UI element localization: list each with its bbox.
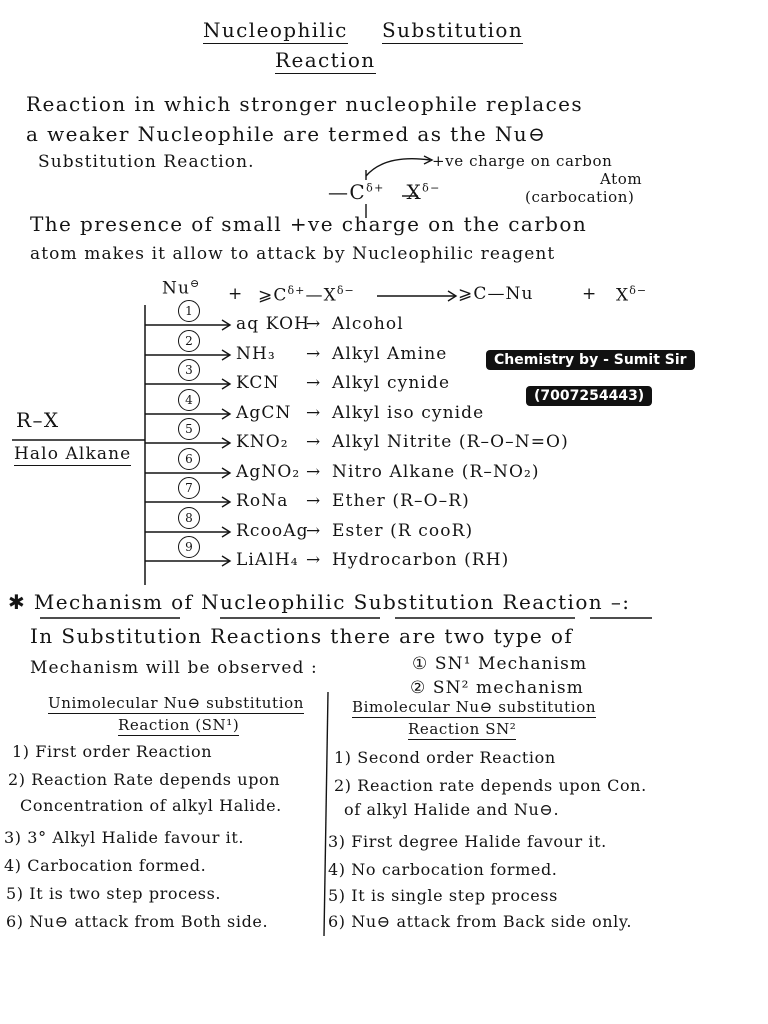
product-name: Hydrocarbon (RH): [332, 550, 510, 570]
product-name: Alkyl iso cynide: [332, 402, 485, 423]
reagent-number: 5: [178, 418, 200, 440]
reactant-delta-minus: δ−: [336, 284, 355, 297]
comparison-point: 3) 3° Alkyl Halide favour it.: [4, 828, 245, 847]
comparison-point: 1) First order Reaction: [12, 742, 213, 761]
presence-line-2: atom makes it allow to attack by Nucleophilic reagent: [30, 244, 556, 264]
yields-arrow-icon: →: [306, 520, 322, 541]
sn2-heading-2: Reaction SN²: [408, 720, 517, 738]
reagent-name: KNO₂: [236, 432, 289, 452]
carbocation-annotation: (carbocation): [525, 188, 635, 206]
product-delta-minus: δ−: [629, 284, 648, 297]
rx-label: R–X: [16, 408, 60, 432]
comparison-point: 4) No carbocation formed.: [328, 860, 558, 879]
comparison-point: 2) Reaction Rate depends upon: [8, 770, 281, 789]
yields-arrow-icon: →: [306, 461, 322, 482]
reagent-name: RcooAg: [236, 520, 309, 541]
reactant: [258, 284, 355, 306]
mechanism-underline: [40, 614, 660, 622]
reaction-arrow-icon: [375, 286, 460, 306]
halo-alkane-label: Halo Alkane: [14, 444, 132, 464]
yields-arrow-icon: →: [306, 373, 322, 393]
reagent-number: 3: [178, 359, 200, 381]
mechanism-line-1: In Substitution Reactions there are two type of: [30, 624, 574, 648]
mechanism-line-2: Mechanism will be observed :: [30, 658, 318, 678]
reagent-number: 2: [178, 330, 200, 352]
mechanism-heading: ✱ Mechanism of Nucleophilic Substitution Reaction –:: [8, 590, 631, 614]
presence-line-1: The presence of small +ve charge on the carbon: [30, 212, 588, 236]
product-name: Ether (R–O–R): [332, 491, 470, 511]
reagent-name: NH₃: [236, 343, 276, 364]
sn1-heading-2: Reaction (SN¹): [118, 716, 240, 734]
atom-annotation: Atom: [600, 170, 643, 188]
reagent-number: 6: [178, 448, 200, 470]
intro-line-2: a weaker Nucleophile are termed as the Nu⊖: [26, 122, 547, 146]
nu-symbol: Nu: [162, 278, 191, 299]
yields-arrow-icon: →: [306, 402, 322, 423]
comparison-point: 1) Second order Reaction: [334, 748, 556, 767]
reagent-number: 7: [178, 477, 200, 499]
x-delta-minus: δ−: [422, 181, 441, 195]
comparison-point: 5) It is single step process: [328, 886, 558, 905]
intro-line-3: Substitution Reaction.: [38, 152, 255, 172]
product-name: Alkyl cynide: [332, 373, 451, 393]
sn2-option: ② SN² mechanism: [410, 678, 584, 698]
sn1-heading-1: Unimolecular Nu⊖ substitution: [48, 694, 304, 712]
title-word-reaction: Reaction: [275, 48, 376, 72]
carbon-delta-plus: δ+: [366, 181, 385, 195]
reagent-name: RoNa: [236, 491, 289, 511]
reactant-carbon: ⩾C: [258, 285, 288, 306]
reagent-name: LiAlH₄: [236, 550, 299, 570]
product: ⩾C—Nu: [458, 284, 534, 304]
plus-sign-2: +: [582, 284, 598, 304]
plus-sign: +: [228, 284, 244, 304]
reagent-name: aq KOH: [236, 314, 311, 334]
reagent-number: 8: [178, 507, 200, 529]
product-name: Alkyl Nitrite (R–O–N=O): [332, 432, 569, 452]
nu-charge: ⊖: [190, 277, 201, 290]
leaving-group-x: X: [406, 180, 423, 204]
product-leaving-group: [616, 284, 647, 306]
reagent-number: 9: [178, 536, 200, 558]
comparison-point: 3) First degree Halide favour it.: [328, 832, 607, 851]
comparison-point: 4) Carbocation formed.: [4, 856, 207, 875]
yields-arrow-icon: →: [306, 491, 322, 511]
reagent-name: AgNO₂: [236, 461, 301, 482]
product-name: Ester (R cooR): [332, 520, 474, 541]
nucleophile: [162, 277, 200, 299]
product-name: Alkyl Amine: [332, 343, 448, 364]
reactant-x: —X: [305, 285, 337, 306]
title-word-substitution: Substitution: [382, 18, 524, 42]
intro-line-1: Reaction in which stronger nucleophile replaces: [26, 92, 584, 116]
product-name: Nitro Alkane (R–NO₂): [332, 461, 540, 482]
comparison-point: 6) Nu⊖ attack from Back side only.: [328, 912, 633, 931]
comparison-point: Concentration of alkyl Halide.: [20, 796, 282, 815]
product-x: X: [616, 285, 630, 306]
yields-arrow-icon: →: [306, 343, 322, 364]
comparison-point: 2) Reaction rate depends upon Con.: [334, 776, 647, 795]
yields-arrow-icon: →: [306, 314, 322, 334]
reagent-name: KCN: [236, 373, 280, 393]
sn2-heading-1: Bimolecular Nu⊖ substitution: [352, 698, 597, 716]
product-name: Alcohol: [332, 314, 404, 334]
comparison-point: 6) Nu⊖ attack from Both side.: [6, 912, 269, 931]
yields-arrow-icon: →: [306, 432, 322, 452]
comparison-point: 5) It is two step process.: [6, 884, 222, 903]
reagent-number: 1: [178, 300, 200, 322]
comparison-point: of alkyl Halide and Nu⊖.: [344, 800, 560, 819]
charge-annotation: +ve charge on carbon: [432, 152, 613, 170]
reagent-name: AgCN: [236, 402, 292, 423]
watermark-phone: (7007254443): [526, 386, 652, 406]
sn1-option: ① SN¹ Mechanism: [412, 654, 588, 674]
reactant-delta-plus: δ+: [287, 284, 306, 297]
title-word-nucleophilic: Nucleophilic: [203, 18, 348, 42]
carbon-symbol: —C: [328, 180, 367, 204]
watermark-name: Chemistry by - Sumit Sir: [486, 350, 695, 370]
reagent-number: 4: [178, 389, 200, 411]
yields-arrow-icon: →: [306, 550, 322, 570]
